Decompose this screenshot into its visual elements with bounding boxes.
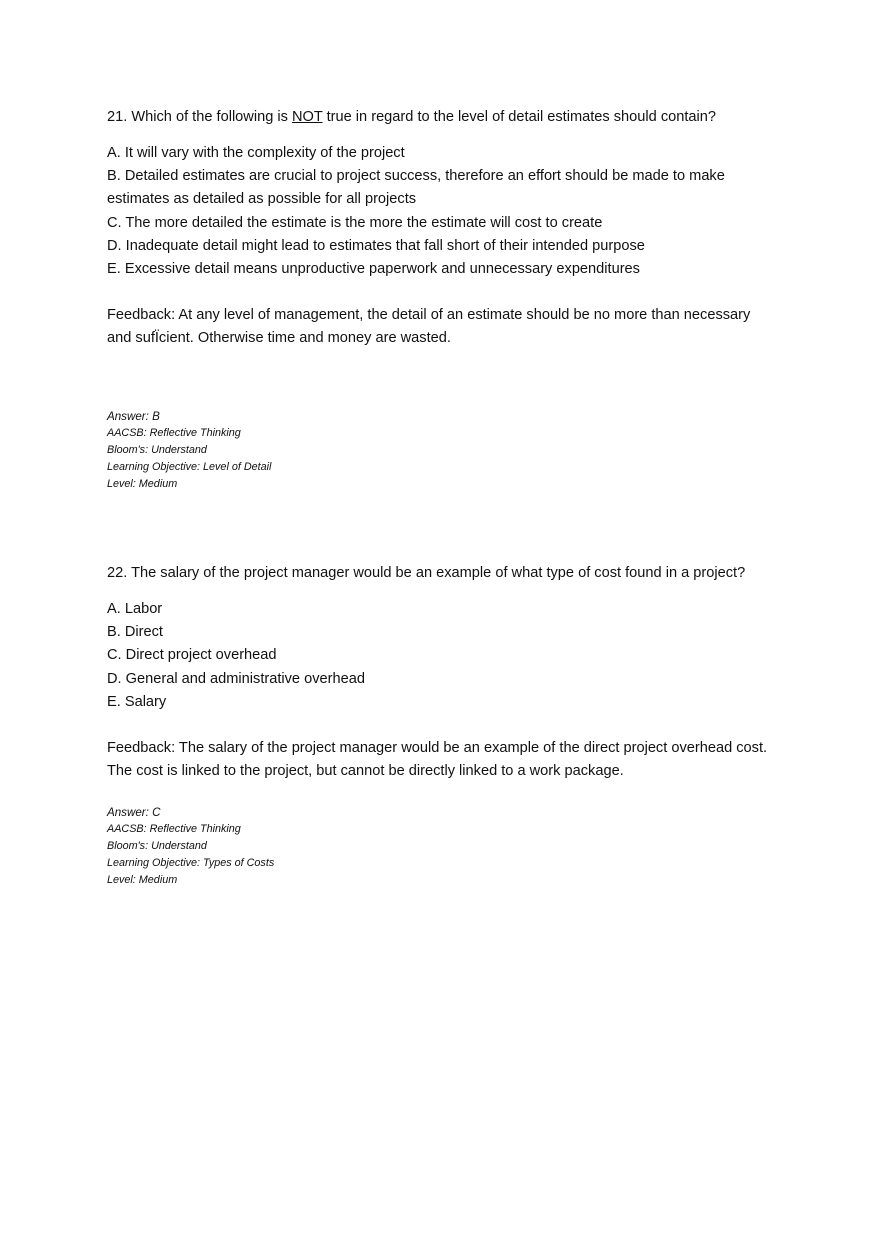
question-text-start: Which of the following is [131,109,288,125]
level-tag: Level: Medium [107,478,178,491]
aacsb-tag: AACSB: Reflective Thinking [107,427,241,440]
option-a: A. It will vary with the complexity of the project [107,145,405,161]
question-emphasis: NOT [291,109,323,125]
question-number: 22. [107,565,128,581]
aacsb-tag: AACSB: Reflective Thinking [107,823,241,836]
option-b: B. Direct [107,624,163,641]
question-metadata [107,804,777,889]
question-text-end: true in regard to the level of detail estimates should contain? [326,109,716,125]
option-c: C. Direct project overhead [107,647,277,664]
feedback: Feedback: At any level of management, the detail of an estimate should be no more than necessary and sufÏcient. Otherwise time and money are wasted. [107,307,751,346]
question-21 [107,106,777,493]
level-tag: Level: Medium [107,874,178,887]
answer-options [107,142,777,281]
answer-options [107,598,777,714]
question-22 [107,562,777,889]
question-metadata [107,408,777,493]
learning-objective-tag: Learning Objective: Level of Detail [107,461,272,474]
question-number: 21. [107,109,128,125]
option-b: B. Detailed estimates are crucial to project success, therefore an effort should be made to make estimates as detailed as possible for all projects [107,168,725,208]
question-text [107,106,777,128]
option-e: E. Salary [107,693,167,710]
feedback: Feedback: The salary of the project manager would be an example of the direct project overhead cost. The cost is linked to the project, but cannot be directly linked to a work package. [107,740,768,779]
option-e: E. Excessive detail means unproductive paperwork and unnecessary expenditures [107,261,640,278]
question-text [107,562,777,584]
option-d: D. Inadequate detail might lead to estimates that fall short of their intended purpose [107,237,645,254]
answer-key: Answer: B [107,410,160,424]
answer-key: Answer: C [107,806,161,820]
blooms-tag: Bloom's: Understand [107,444,207,457]
option-c: C. The more detailed the estimate is the more the estimate will cost to create [107,214,603,231]
question-text-start: The salary of the project manager would be an example of what type of cost found in a project? [131,565,746,581]
learning-objective-tag: Learning Objective: Types of Costs [107,857,275,870]
option-d: D. General and administrative overhead [107,670,365,687]
option-a: A. Labor [107,601,163,617]
blooms-tag: Bloom's: Understand [107,840,207,853]
